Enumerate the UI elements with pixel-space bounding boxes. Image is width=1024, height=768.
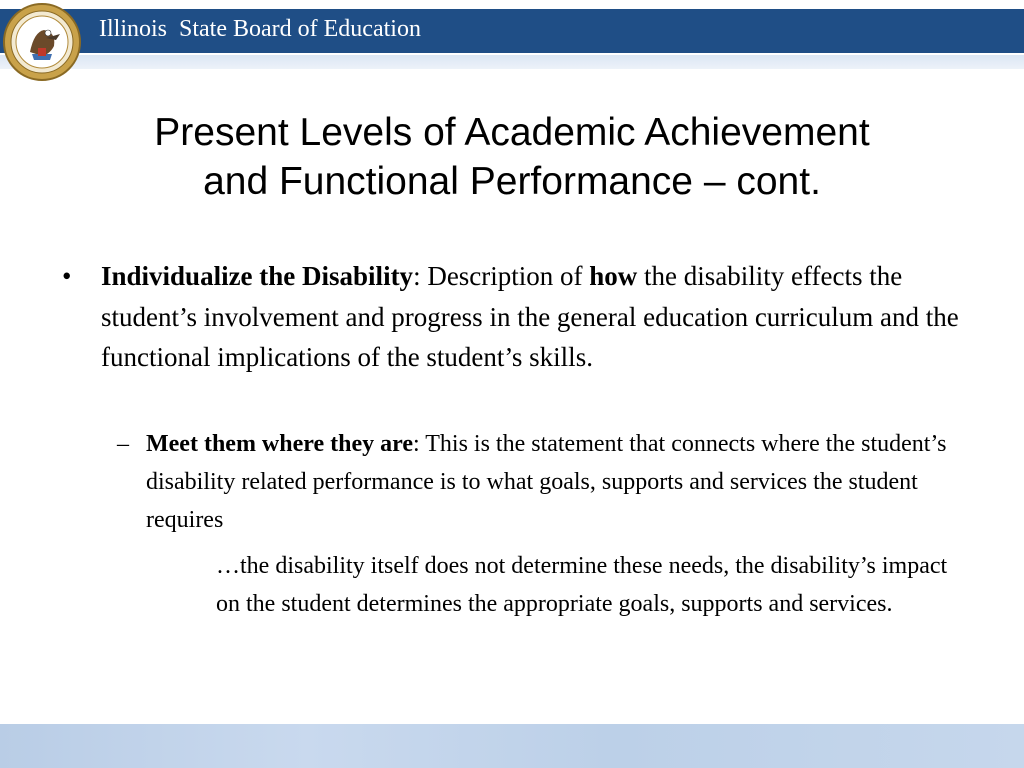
bullet-level-1-text (101, 256, 961, 378)
state-seal-icon (2, 2, 82, 82)
sub-bullet-text: : This is the statement that connects where the student’s disability related performance is to what goals, supports and services the student requires (146, 431, 947, 533)
dash-marker: – (117, 431, 129, 457)
bullet-lead-bold: Individualize the Disability (101, 261, 414, 291)
header-title: Illinois State Board of Education (99, 16, 421, 42)
bullet-text-a: : Description of (413, 261, 590, 291)
slide-title-line-2: and Functional Performance – cont. (203, 160, 821, 203)
footer-bar (0, 724, 1024, 768)
bullet-marker: • (62, 261, 72, 291)
bullet-emphasis-how: how (589, 261, 638, 291)
note-paragraph: …the disability itself does not determine these needs, the disability’s impact on the student determines the appropriate goals, supports and services. (216, 553, 948, 617)
bullet-text-b: the disability effects the student’s involvement and progress in the general education curriculum and the functional implications of the student’s skills. (101, 261, 959, 372)
slide-title-line-1: Present Levels of Academic Achievement (154, 111, 870, 154)
slide-title (60, 108, 964, 206)
bullet-level-2-text (146, 425, 956, 539)
header-strip (0, 55, 1024, 69)
sub-bullet-lead-bold: Meet them where they are (146, 431, 413, 457)
